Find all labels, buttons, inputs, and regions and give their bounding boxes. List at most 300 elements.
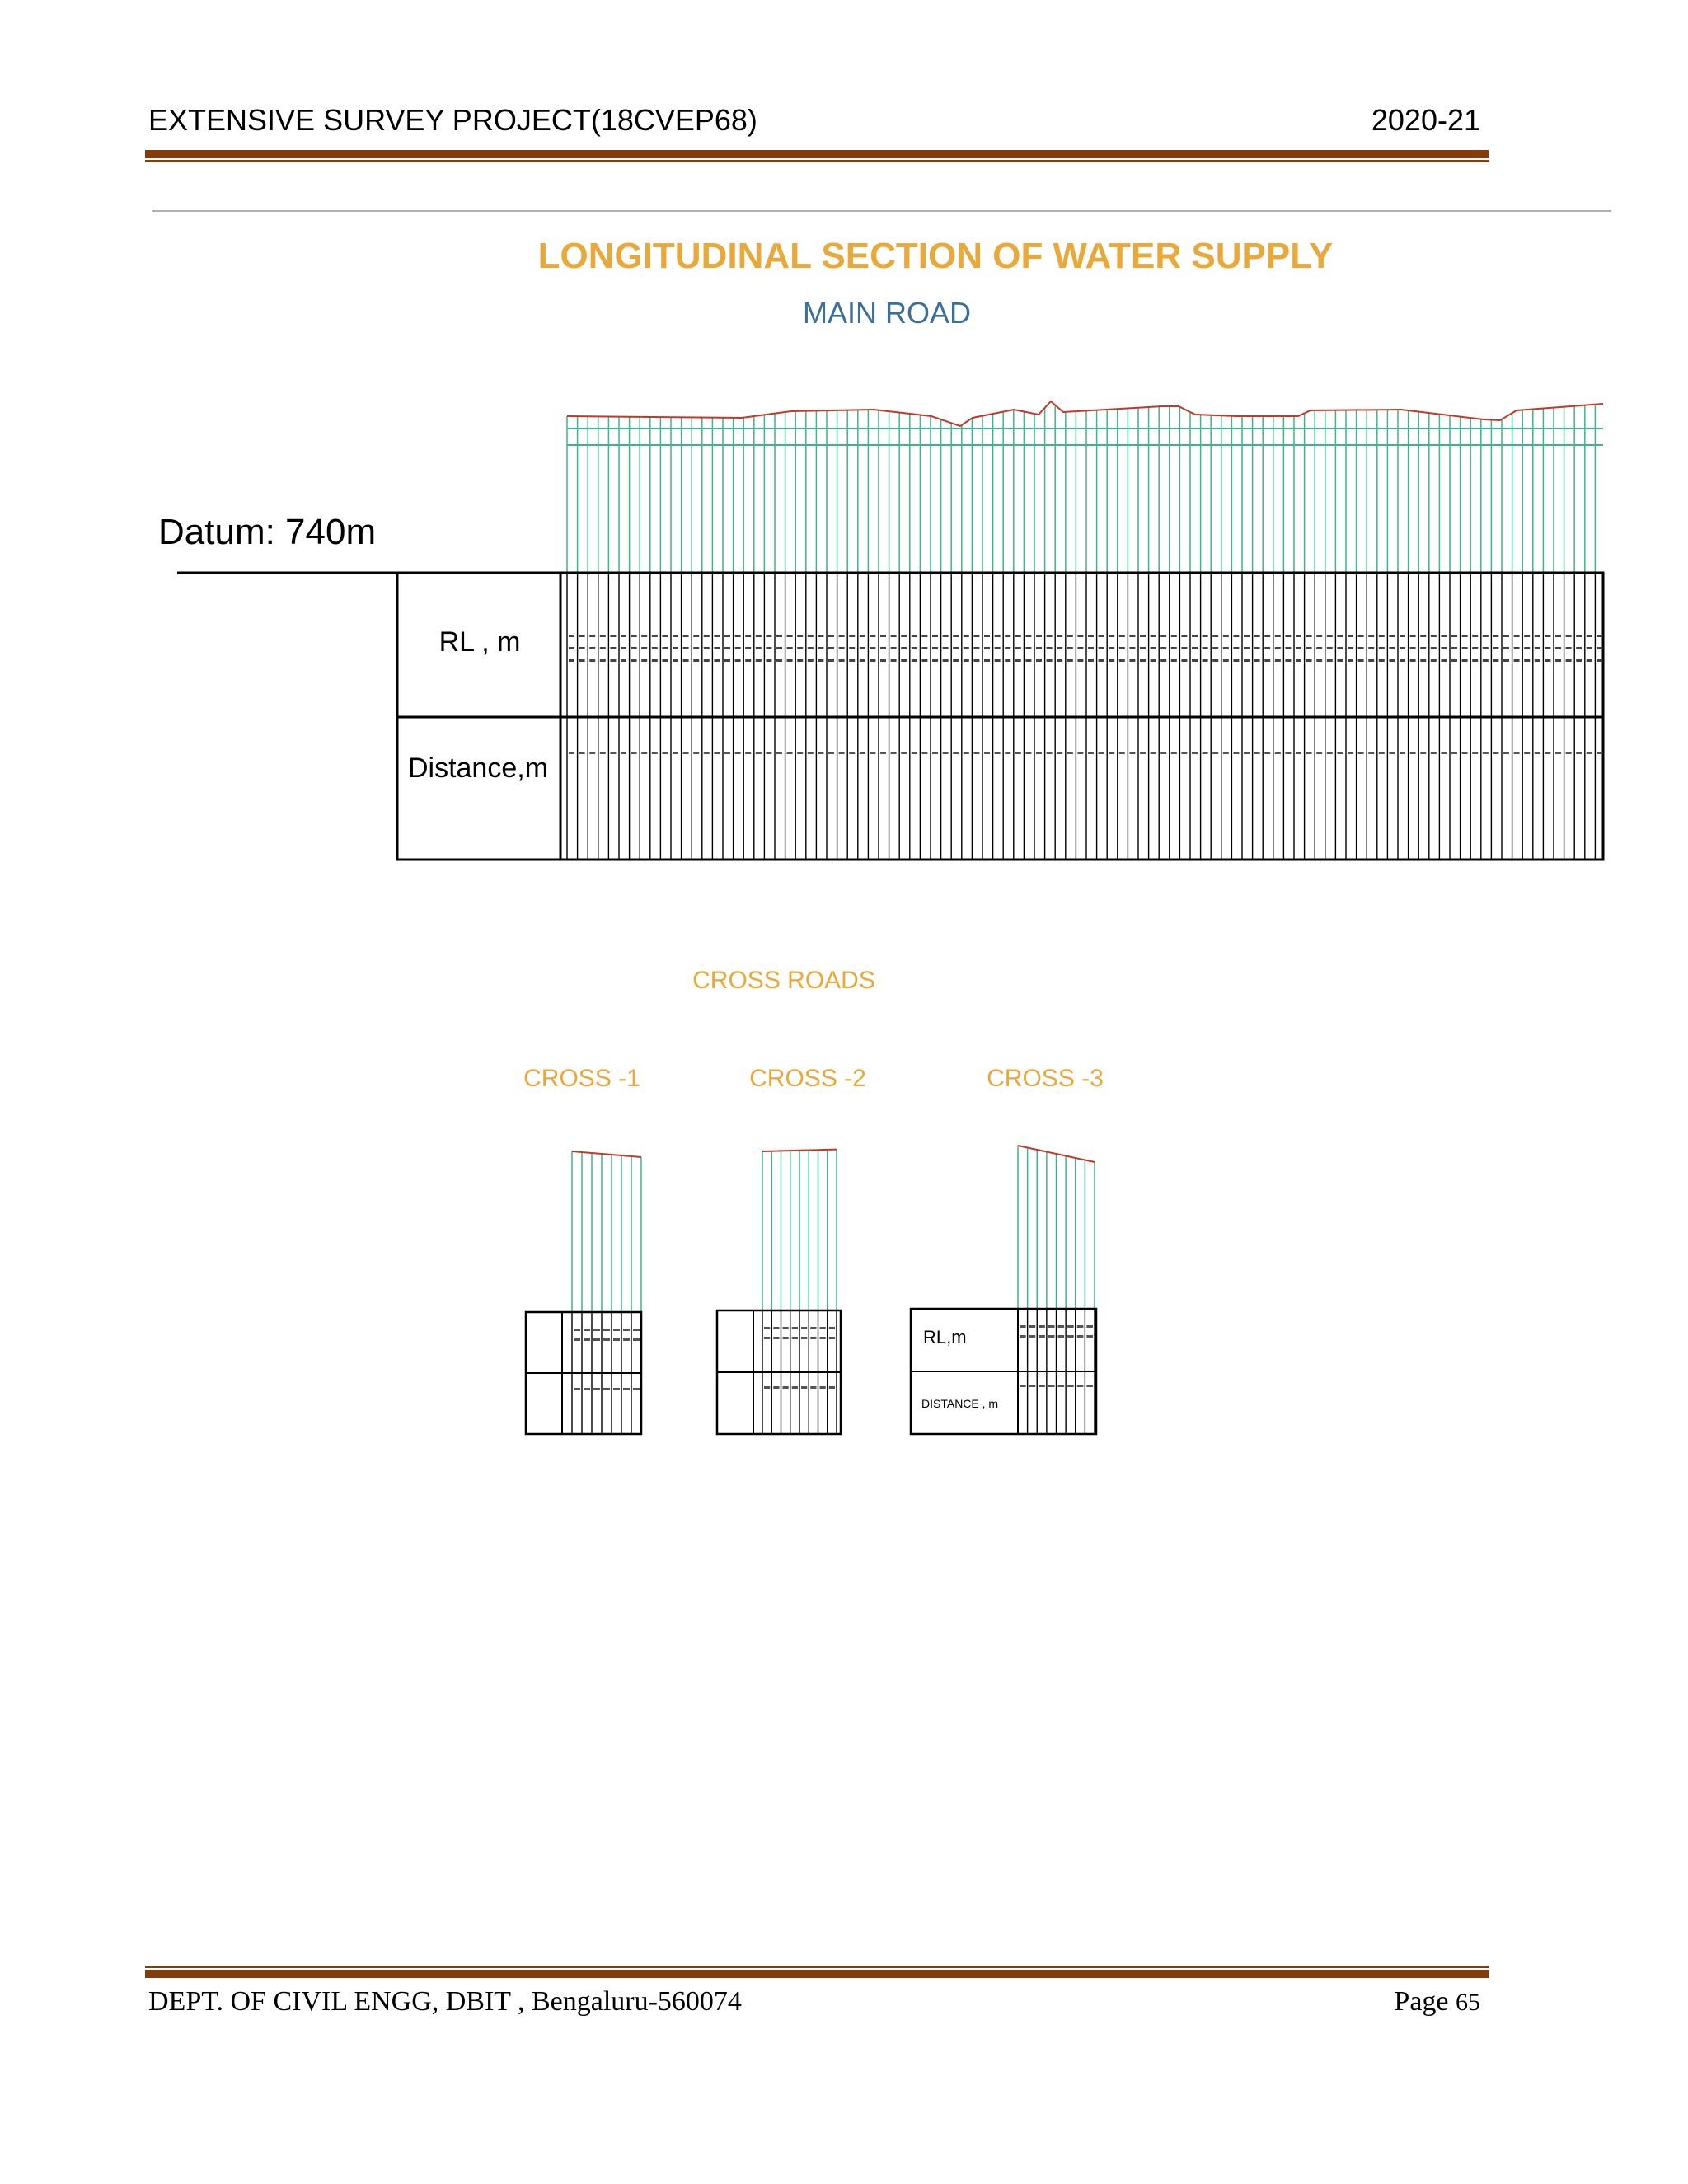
rl-value-mark bbox=[1368, 659, 1374, 662]
rl-value-mark bbox=[1212, 635, 1218, 637]
rl-value-mark bbox=[1192, 647, 1198, 649]
rl-value-mark bbox=[1306, 635, 1312, 637]
rl-value-mark bbox=[1005, 647, 1010, 649]
rl-value-mark bbox=[1535, 659, 1540, 662]
cross-distance-mark bbox=[1020, 1385, 1026, 1387]
distance-value-mark bbox=[1171, 752, 1177, 754]
rl-value-mark bbox=[1348, 659, 1353, 662]
cross-rl-mark bbox=[584, 1329, 590, 1331]
rl-value-mark bbox=[1254, 647, 1260, 649]
cross-roads-title: CROSS ROADS bbox=[692, 967, 875, 994]
footer-rule-thin bbox=[145, 1966, 1489, 1968]
rl-value-mark bbox=[912, 659, 917, 662]
rl-value-mark bbox=[1462, 659, 1468, 662]
distance-value-mark bbox=[1555, 752, 1561, 754]
rl-value-mark bbox=[600, 647, 606, 649]
distance-value-mark bbox=[1151, 752, 1156, 754]
rl-value-mark bbox=[714, 659, 720, 662]
rl-value-mark bbox=[839, 659, 845, 662]
rl-value-mark bbox=[1306, 659, 1312, 662]
cross-distance-mark bbox=[1067, 1385, 1074, 1387]
rl-value-mark bbox=[953, 635, 959, 637]
rl-value-mark bbox=[839, 647, 845, 649]
rl-value-mark bbox=[808, 659, 814, 662]
rl-value-mark bbox=[745, 635, 751, 637]
distance-value-mark bbox=[1587, 752, 1592, 754]
rl-value-mark bbox=[1067, 659, 1073, 662]
rl-value-mark bbox=[880, 659, 886, 662]
rl-value-mark bbox=[1420, 635, 1426, 637]
rl-value-mark bbox=[641, 635, 647, 637]
distance-value-mark bbox=[776, 752, 782, 754]
rl-value-mark bbox=[943, 659, 949, 662]
distance-value-mark bbox=[984, 752, 990, 754]
distance-value-mark bbox=[1337, 752, 1343, 754]
rl-value-mark bbox=[1587, 647, 1592, 649]
drawing-subtitle: MAIN ROAD bbox=[802, 296, 972, 330]
rl-value-mark bbox=[1389, 647, 1395, 649]
cross-distance-mark bbox=[1048, 1385, 1055, 1387]
distance-value-mark bbox=[1358, 752, 1364, 754]
rl-value-mark bbox=[880, 635, 886, 637]
rl-value-mark bbox=[1151, 659, 1156, 662]
rl-value-mark bbox=[1223, 647, 1229, 649]
rl-value-mark bbox=[1077, 659, 1083, 662]
distance-value-mark bbox=[1129, 752, 1135, 754]
distance-value-mark bbox=[1410, 752, 1416, 754]
cross-rl-mark bbox=[603, 1338, 610, 1341]
rl-value-mark bbox=[610, 647, 616, 649]
cross-rl-mark bbox=[783, 1327, 789, 1329]
rl-value-mark bbox=[673, 635, 678, 637]
cross-rl-mark bbox=[633, 1338, 640, 1341]
rl-value-mark bbox=[1203, 659, 1208, 662]
rl-value-mark bbox=[1514, 659, 1520, 662]
rl-value-mark bbox=[1441, 659, 1447, 662]
rl-value-mark bbox=[1025, 635, 1031, 637]
rl-value-mark bbox=[1119, 635, 1125, 637]
rl-value-mark bbox=[1503, 635, 1509, 637]
rl-value-mark bbox=[735, 635, 741, 637]
rl-value-mark bbox=[891, 647, 897, 649]
cross-rl-mark bbox=[1039, 1325, 1045, 1328]
rl-value-mark bbox=[1296, 647, 1301, 649]
rl-value-mark bbox=[600, 659, 606, 662]
cross-2-section bbox=[717, 1150, 841, 1434]
rl-value-mark bbox=[1203, 647, 1208, 649]
cross-3-rl-label: RL,m bbox=[923, 1327, 967, 1347]
cross-rl-mark bbox=[1077, 1325, 1084, 1328]
distance-value-mark bbox=[964, 752, 969, 754]
rl-value-mark bbox=[1285, 635, 1291, 637]
distance-value-mark bbox=[652, 752, 658, 754]
rl-value-mark bbox=[1514, 635, 1520, 637]
distance-value-mark bbox=[766, 752, 771, 754]
rl-value-mark bbox=[1441, 647, 1447, 649]
cross-rl-mark bbox=[584, 1338, 590, 1341]
distance-value-mark bbox=[1597, 752, 1602, 754]
rl-value-mark bbox=[1493, 647, 1498, 649]
rl-value-mark bbox=[631, 659, 637, 662]
rl-value-mark bbox=[984, 647, 990, 649]
cross-distance-mark bbox=[764, 1386, 770, 1389]
rl-value-mark bbox=[662, 659, 668, 662]
rl-value-mark bbox=[579, 659, 585, 662]
distance-value-mark bbox=[600, 752, 606, 754]
rl-value-mark bbox=[756, 635, 762, 637]
rl-value-mark bbox=[610, 659, 616, 662]
rl-value-mark bbox=[683, 659, 689, 662]
distance-value-mark bbox=[912, 752, 917, 754]
rl-value-mark bbox=[1254, 659, 1260, 662]
rl-value-mark bbox=[704, 659, 710, 662]
distance-value-mark bbox=[901, 752, 907, 754]
cross-rl-mark bbox=[1058, 1335, 1065, 1338]
rl-value-mark bbox=[662, 635, 668, 637]
cross-rl-mark bbox=[1048, 1325, 1055, 1328]
rl-value-mark bbox=[984, 659, 990, 662]
rl-value-mark bbox=[995, 635, 1001, 637]
distance-value-mark bbox=[1140, 752, 1146, 754]
rl-value-mark bbox=[995, 659, 1001, 662]
distance-value-mark bbox=[735, 752, 741, 754]
rl-value-mark bbox=[1275, 635, 1281, 637]
rl-value-mark bbox=[808, 647, 814, 649]
rl-value-mark bbox=[683, 647, 689, 649]
rl-value-mark bbox=[1015, 647, 1021, 649]
cross-rl-mark bbox=[764, 1337, 770, 1339]
rl-value-mark bbox=[641, 647, 647, 649]
rl-value-mark bbox=[1555, 647, 1561, 649]
cross-distance-mark bbox=[820, 1386, 826, 1389]
rl-value-mark bbox=[932, 647, 938, 649]
cross-distance-mark bbox=[801, 1386, 807, 1389]
rl-value-mark bbox=[693, 659, 699, 662]
distance-value-mark bbox=[1119, 752, 1125, 754]
rl-value-mark bbox=[1233, 647, 1239, 649]
rl-value-mark bbox=[724, 635, 730, 637]
cross-2-label: CROSS -2 bbox=[749, 1065, 866, 1092]
rl-value-mark bbox=[870, 635, 875, 637]
rl-value-mark bbox=[673, 647, 678, 649]
distance-value-mark bbox=[621, 752, 626, 754]
distance-value-mark bbox=[1514, 752, 1520, 754]
cross-distance-mark bbox=[1039, 1385, 1045, 1387]
rl-value-mark bbox=[1379, 659, 1385, 662]
rl-value-mark bbox=[1348, 635, 1353, 637]
rl-value-mark bbox=[569, 659, 574, 662]
distance-value-mark bbox=[1462, 752, 1468, 754]
rl-value-mark bbox=[756, 659, 762, 662]
rl-value-mark bbox=[1025, 659, 1031, 662]
distance-value-mark bbox=[756, 752, 762, 754]
distance-value-mark bbox=[943, 752, 949, 754]
cross-rl-mark bbox=[623, 1338, 630, 1341]
distance-value-mark bbox=[1088, 752, 1094, 754]
distance-value-mark bbox=[921, 752, 927, 754]
rl-value-mark bbox=[1316, 647, 1322, 649]
distance-value-mark bbox=[1400, 752, 1405, 754]
rl-value-mark bbox=[1514, 647, 1520, 649]
rl-value-mark bbox=[652, 647, 658, 649]
rl-value-mark bbox=[621, 635, 626, 637]
rl-value-mark bbox=[1285, 659, 1291, 662]
rl-value-mark bbox=[1503, 659, 1509, 662]
rl-value-mark bbox=[1171, 647, 1177, 649]
distance-value-mark bbox=[787, 752, 793, 754]
rl-value-mark bbox=[1493, 635, 1498, 637]
rl-value-mark bbox=[1005, 659, 1010, 662]
distance-value-mark bbox=[1223, 752, 1229, 754]
rl-value-mark bbox=[953, 659, 959, 662]
rl-value-mark bbox=[849, 635, 855, 637]
rl-value-mark bbox=[1088, 647, 1094, 649]
rl-value-mark bbox=[1160, 647, 1166, 649]
rl-value-mark bbox=[1015, 635, 1021, 637]
rl-value-mark bbox=[1057, 647, 1062, 649]
distance-value-mark bbox=[1306, 752, 1312, 754]
rl-value-mark bbox=[724, 647, 730, 649]
cross-rl-mark bbox=[773, 1337, 779, 1339]
rl-value-mark bbox=[673, 659, 678, 662]
rl-value-mark bbox=[921, 659, 927, 662]
rl-value-mark bbox=[1410, 659, 1416, 662]
rl-value-mark bbox=[828, 647, 834, 649]
distance-value-mark bbox=[860, 752, 865, 754]
rl-value-mark bbox=[621, 647, 626, 649]
rl-value-mark bbox=[1337, 659, 1343, 662]
cross-rl-mark bbox=[792, 1327, 798, 1329]
distance-value-mark bbox=[1181, 752, 1187, 754]
rl-value-mark bbox=[1212, 659, 1218, 662]
distance-value-mark bbox=[1005, 752, 1010, 754]
rl-value-mark bbox=[1358, 659, 1364, 662]
rl-value-mark bbox=[1400, 659, 1405, 662]
cross-rl-mark bbox=[829, 1337, 835, 1339]
rl-value-mark bbox=[1264, 647, 1270, 649]
rl-value-mark bbox=[1077, 635, 1083, 637]
cross-rl-mark bbox=[574, 1329, 580, 1331]
rl-value-mark bbox=[1587, 635, 1592, 637]
rl-value-mark bbox=[714, 635, 720, 637]
rl-value-mark bbox=[1047, 635, 1053, 637]
distance-value-mark bbox=[1379, 752, 1385, 754]
distance-value-mark bbox=[1077, 752, 1083, 754]
rl-value-mark bbox=[995, 647, 1001, 649]
cross-distance-mark bbox=[810, 1386, 816, 1389]
distance-value-mark bbox=[1047, 752, 1053, 754]
rl-value-mark bbox=[1015, 659, 1021, 662]
cross-rl-mark bbox=[773, 1327, 779, 1329]
rl-value-mark bbox=[745, 647, 751, 649]
rl-value-mark bbox=[1223, 635, 1229, 637]
cross-rl-mark bbox=[783, 1337, 789, 1339]
rl-value-mark bbox=[1067, 647, 1073, 649]
rl-value-mark bbox=[693, 635, 699, 637]
rl-value-mark bbox=[641, 659, 647, 662]
cross-distance-mark bbox=[829, 1386, 835, 1389]
rl-value-mark bbox=[1171, 635, 1177, 637]
cross-distance-mark bbox=[623, 1388, 630, 1390]
distance-value-mark bbox=[953, 752, 959, 754]
distance-value-mark bbox=[683, 752, 689, 754]
cross-rl-mark bbox=[810, 1337, 816, 1339]
distance-value-mark bbox=[1067, 752, 1073, 754]
rl-value-mark bbox=[1400, 647, 1405, 649]
datum-label: Datum: 740m bbox=[158, 512, 377, 552]
distance-value-mark bbox=[1441, 752, 1447, 754]
rl-value-mark bbox=[1233, 635, 1239, 637]
rl-value-mark bbox=[1203, 635, 1208, 637]
cross-distance-mark bbox=[792, 1386, 798, 1389]
rl-value-mark bbox=[1576, 659, 1582, 662]
rl-value-mark bbox=[776, 659, 782, 662]
rl-value-mark bbox=[1099, 647, 1104, 649]
rl-value-mark bbox=[1327, 647, 1333, 649]
rl-value-mark bbox=[1275, 647, 1281, 649]
rl-value-mark bbox=[943, 635, 949, 637]
distance-value-mark bbox=[1057, 752, 1062, 754]
rl-value-mark bbox=[631, 635, 637, 637]
rl-value-mark bbox=[1036, 635, 1042, 637]
rl-value-mark bbox=[569, 647, 574, 649]
rl-value-mark bbox=[704, 635, 710, 637]
distance-value-mark bbox=[1431, 752, 1437, 754]
cross-3-label: CROSS -3 bbox=[987, 1065, 1104, 1092]
rl-value-mark bbox=[589, 635, 595, 637]
rl-value-mark bbox=[912, 635, 917, 637]
rl-value-mark bbox=[984, 635, 990, 637]
rl-value-mark bbox=[1119, 659, 1125, 662]
rl-value-mark bbox=[860, 635, 865, 637]
distance-value-mark bbox=[704, 752, 710, 754]
rl-value-mark bbox=[1431, 659, 1437, 662]
rl-value-mark bbox=[766, 647, 771, 649]
header-title: EXTENSIVE SURVEY PROJECT(18CVEP68) bbox=[148, 103, 757, 137]
main-distance-row-label: Distance,m bbox=[407, 752, 549, 784]
cross-rl-mark bbox=[1029, 1325, 1036, 1328]
distance-value-mark bbox=[589, 752, 595, 754]
rl-value-mark bbox=[953, 647, 959, 649]
cross-rl-mark bbox=[593, 1338, 600, 1341]
rl-value-mark bbox=[1400, 635, 1405, 637]
rl-value-mark bbox=[787, 647, 793, 649]
rl-value-mark bbox=[756, 647, 762, 649]
distance-value-mark bbox=[995, 752, 1001, 754]
cross-rl-mark bbox=[1048, 1335, 1055, 1338]
rl-value-mark bbox=[1389, 659, 1395, 662]
rl-value-mark bbox=[1379, 635, 1385, 637]
distance-value-mark bbox=[693, 752, 699, 754]
page-footer bbox=[148, 1986, 1484, 2027]
rl-value-mark bbox=[1057, 659, 1062, 662]
rl-value-mark bbox=[1316, 659, 1322, 662]
distance-value-mark bbox=[1472, 752, 1478, 754]
rl-value-mark bbox=[1451, 635, 1457, 637]
cross-distance-mark bbox=[1086, 1385, 1093, 1387]
rl-value-mark bbox=[849, 647, 855, 649]
rl-value-mark bbox=[1566, 659, 1572, 662]
rl-value-mark bbox=[1327, 659, 1333, 662]
rl-value-mark bbox=[579, 647, 585, 649]
distance-value-mark bbox=[1109, 752, 1114, 754]
rl-value-mark bbox=[860, 659, 865, 662]
rl-value-mark bbox=[569, 635, 574, 637]
distance-value-mark bbox=[673, 752, 678, 754]
rl-value-mark bbox=[1181, 635, 1187, 637]
distance-value-mark bbox=[797, 752, 803, 754]
rl-value-mark bbox=[891, 635, 897, 637]
rl-value-mark bbox=[1545, 647, 1550, 649]
rl-value-mark bbox=[1036, 659, 1042, 662]
distance-value-mark bbox=[1285, 752, 1291, 754]
distance-value-mark bbox=[973, 752, 979, 754]
cross-rl-mark bbox=[1020, 1325, 1026, 1328]
rl-value-mark bbox=[1576, 647, 1582, 649]
rl-value-mark bbox=[1472, 647, 1478, 649]
rl-value-mark bbox=[579, 635, 585, 637]
rl-value-mark bbox=[1244, 659, 1250, 662]
cross-distance-mark bbox=[1058, 1385, 1065, 1387]
rl-value-mark bbox=[870, 647, 875, 649]
rl-value-mark bbox=[1503, 647, 1509, 649]
distance-value-mark bbox=[1015, 752, 1021, 754]
rl-value-mark bbox=[880, 647, 886, 649]
rl-value-mark bbox=[589, 659, 595, 662]
rl-value-mark bbox=[652, 635, 658, 637]
rl-value-mark bbox=[1088, 635, 1094, 637]
rl-value-mark bbox=[849, 659, 855, 662]
rl-value-mark bbox=[1597, 635, 1602, 637]
cross-rl-mark bbox=[613, 1338, 620, 1341]
main-road-ordinates bbox=[567, 405, 1595, 573]
distance-value-mark bbox=[714, 752, 720, 754]
rl-value-mark bbox=[1545, 659, 1550, 662]
rl-value-mark bbox=[1047, 647, 1053, 649]
rl-value-mark bbox=[776, 647, 782, 649]
rl-value-mark bbox=[766, 635, 771, 637]
cross-rl-mark bbox=[633, 1329, 640, 1331]
distance-value-mark bbox=[808, 752, 814, 754]
rl-value-mark bbox=[973, 647, 979, 649]
distance-value-mark bbox=[1348, 752, 1353, 754]
rl-value-mark bbox=[1109, 647, 1114, 649]
rl-value-mark bbox=[1129, 635, 1135, 637]
rl-value-mark bbox=[1306, 647, 1312, 649]
rl-value-mark bbox=[1472, 635, 1478, 637]
distance-value-mark bbox=[1036, 752, 1042, 754]
rl-value-mark bbox=[1109, 635, 1114, 637]
rl-value-mark bbox=[1192, 635, 1198, 637]
rl-value-mark bbox=[1036, 647, 1042, 649]
rl-value-mark bbox=[735, 647, 741, 649]
distance-value-mark bbox=[1483, 752, 1489, 754]
cross-3-distance-label: DISTANCE , m bbox=[921, 1397, 999, 1410]
rl-value-mark bbox=[1483, 659, 1489, 662]
rl-value-mark bbox=[714, 647, 720, 649]
distance-value-mark bbox=[1576, 752, 1582, 754]
rl-value-mark bbox=[870, 659, 875, 662]
rl-value-mark bbox=[1420, 647, 1426, 649]
distance-value-mark bbox=[1264, 752, 1270, 754]
distance-value-mark bbox=[641, 752, 647, 754]
distance-value-mark bbox=[1503, 752, 1509, 754]
cross-rl-mark bbox=[593, 1329, 600, 1331]
rl-value-mark bbox=[1535, 635, 1540, 637]
rl-value-mark bbox=[1316, 635, 1322, 637]
rl-value-mark bbox=[1431, 647, 1437, 649]
cross-rl-mark bbox=[801, 1337, 807, 1339]
